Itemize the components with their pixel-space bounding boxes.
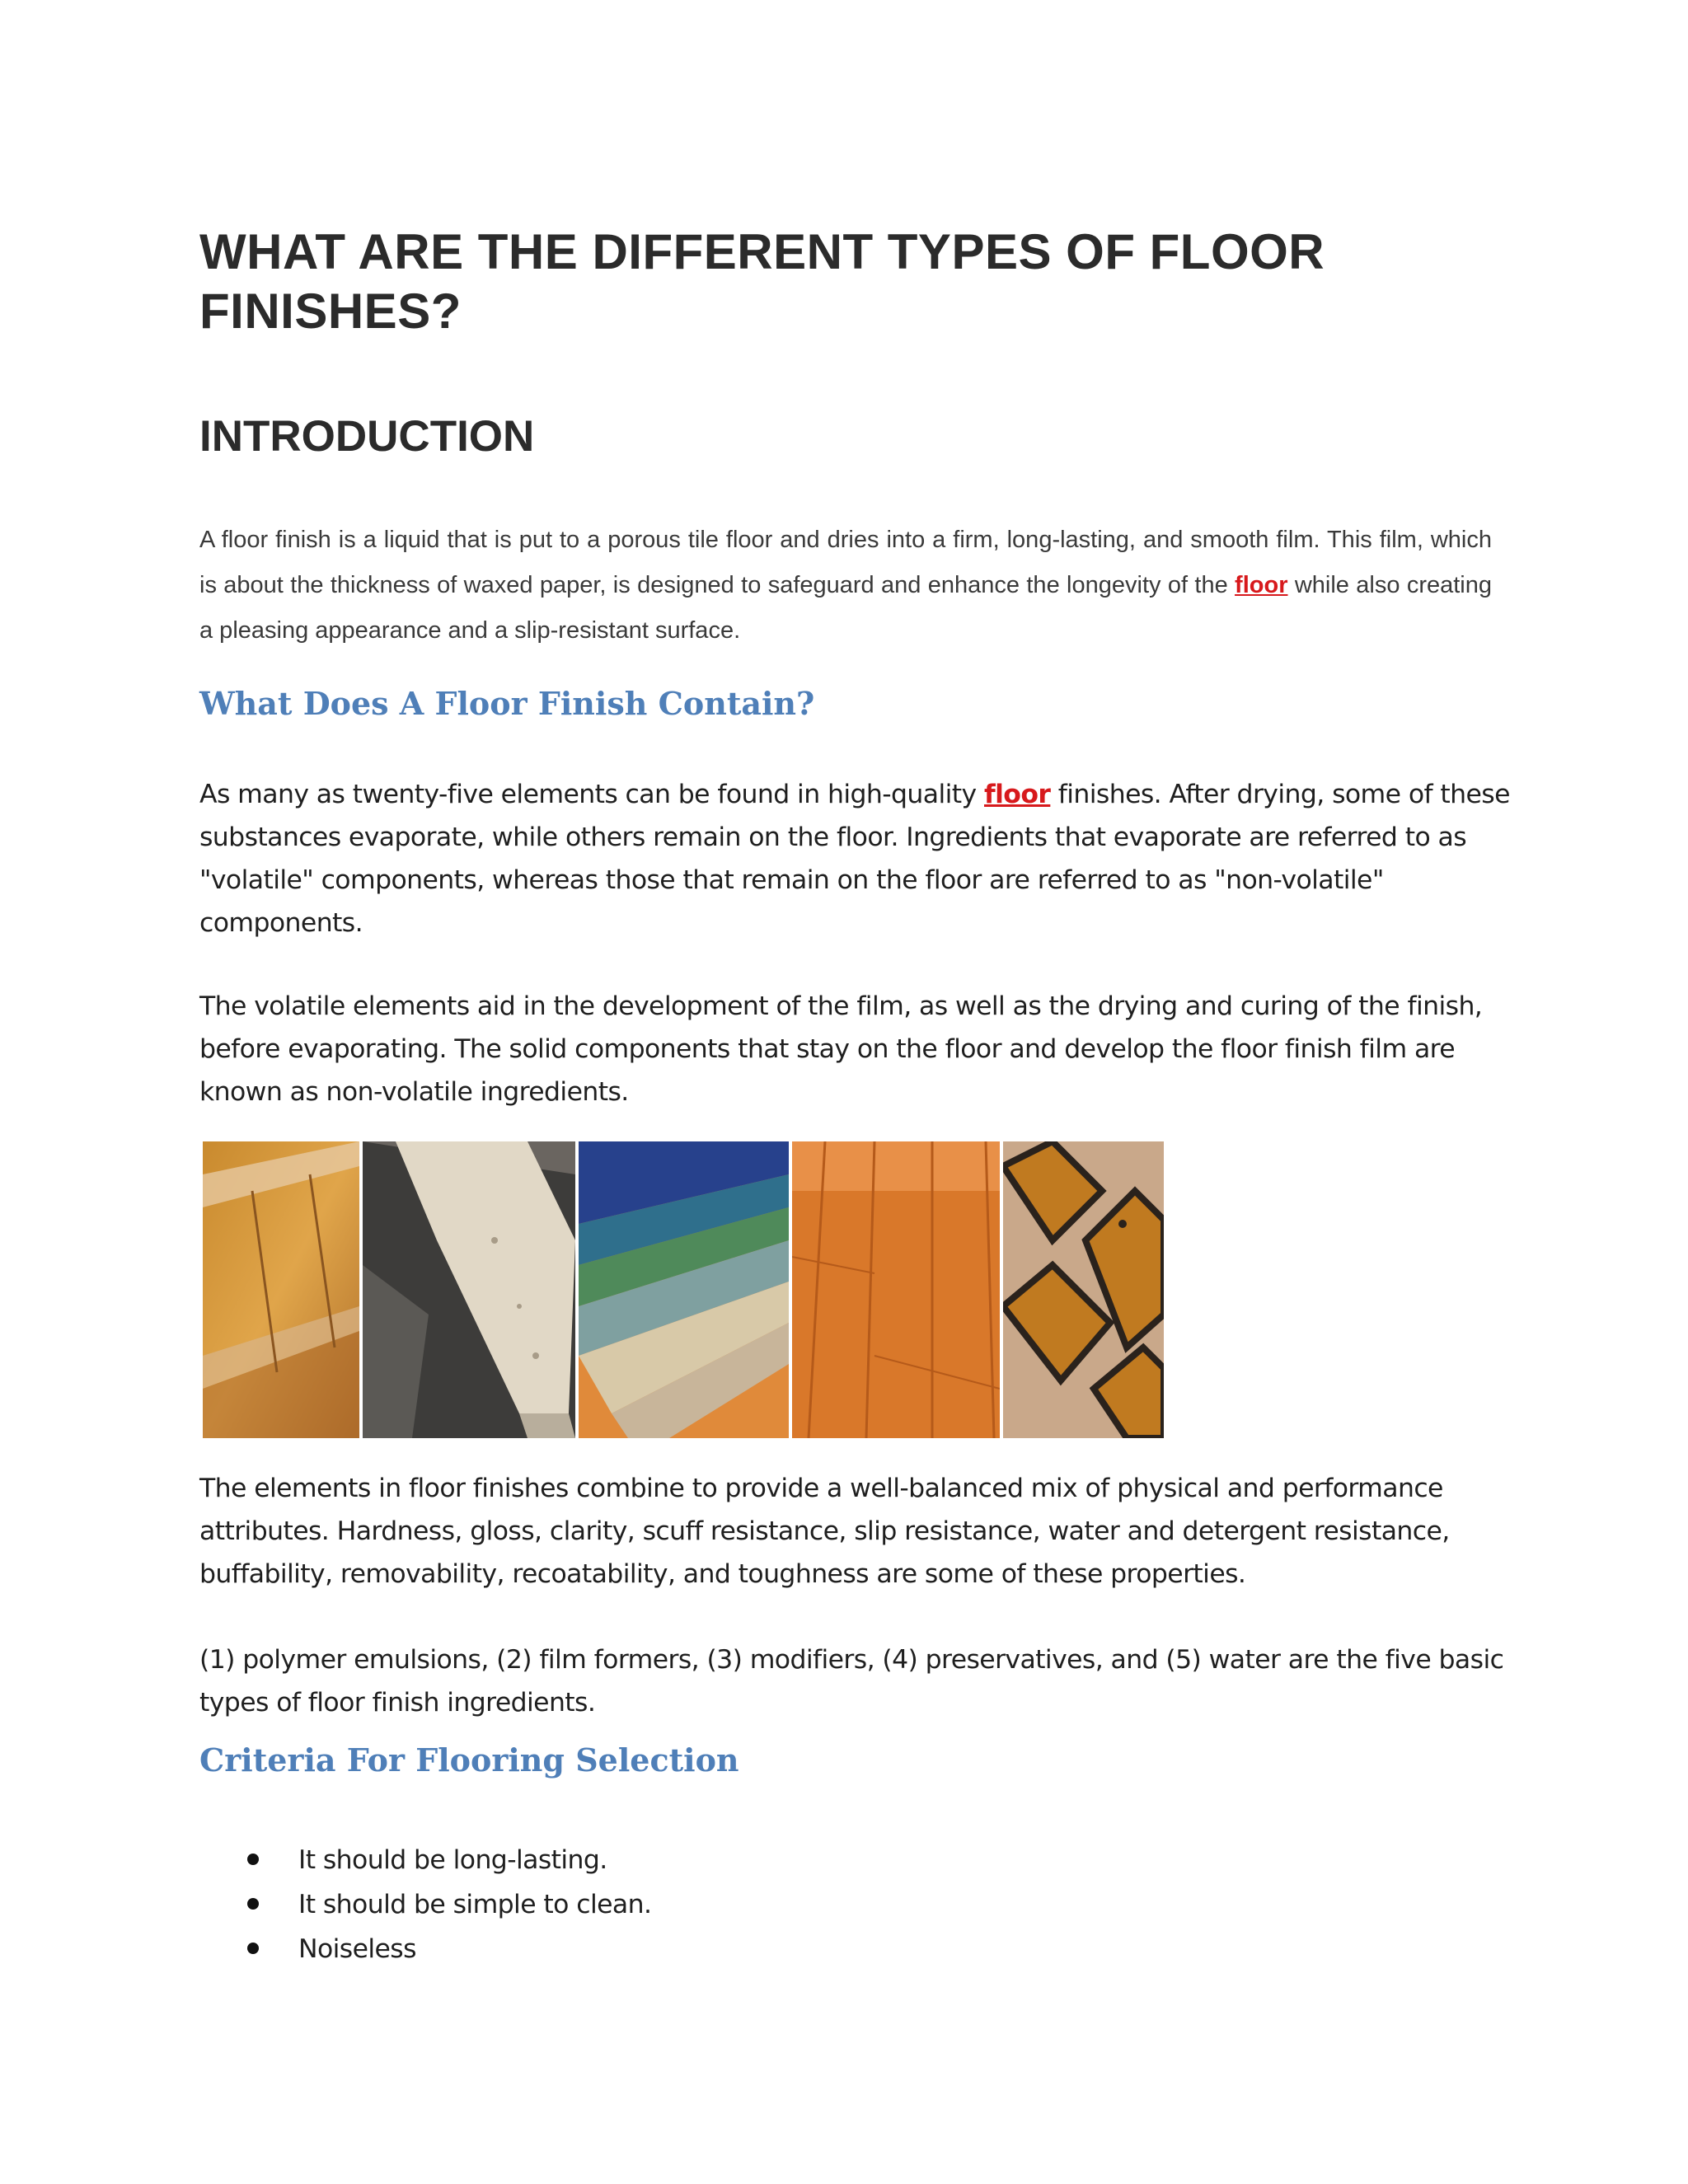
mosaic-tile-image [1003,1141,1164,1438]
carpet-image [579,1141,789,1438]
contain-text-1: As many as twenty-five elements can be found in high-quality [199,780,984,809]
list-item [199,1838,651,1882]
list-item [199,1927,651,1971]
criteria-item-3: Noiseless [298,1934,416,1964]
contain-paragraph-1 [199,773,1518,944]
wood-parquet-image [203,1141,359,1438]
document-page [199,223,1510,1964]
contain-paragraph-2: The volatile elements aid in the development of the film, as well as the drying and curing of the finish, before evaporating. The solid components that stay on the floor and develop the floor finish film are known as non-volatile ingredients. [199,991,1483,1107]
contain-text-2: finishes. After drying, some of these substances evaporate, while others remain on the floor. Ingredients that evaporate are referred to as "volatile" components, whereas those that remain on the floor are referred to as "non-volatile" components. [199,780,1510,938]
bullet-icon [247,1943,259,1954]
stone-tile-image [363,1141,575,1438]
bullet-icon [247,1854,259,1865]
bullet-icon [247,1898,259,1910]
contain-heading: What Does A Floor Finish Contain? [199,685,815,722]
floor-types-image [203,1141,1167,1438]
floor-link-2[interactable]: floor [984,780,1051,809]
criteria-heading: Criteria For Flooring Selection [199,1741,739,1779]
intro-heading: INTRODUCTION [199,412,535,461]
floor-link[interactable]: floor [1235,572,1288,598]
list-item [199,1882,651,1927]
criteria-item-2: It should be simple to clean. [298,1890,652,1919]
intro-paragraph [199,518,1492,654]
criteria-list [199,1838,651,1971]
contain-paragraph-3: The elements in floor finishes combine to provide a well-balanced mix of physical and performance attributes. Hardness, gloss, clarity, scuff resistance, slip resistance, water and detergent resistance, buffability, removability, recoatability, and toughness are some of these properties. [199,1474,1450,1589]
intro-text-2: while also creating a pleasing appearance and a slip-resistant surface. [199,572,1492,644]
intro-text-1: A floor finish is a liquid that is put to a porous tile floor and dries into a firm, long-lasting, and smooth film. This film, which is about the thickness of waxed paper, is designed to safeguard and enhance the longevity of the [199,527,1492,598]
criteria-item-1: It should be long-lasting. [298,1845,607,1875]
hardwood-image [792,1141,1000,1438]
contain-paragraph-4: (1) polymer emulsions, (2) film formers, (3) modifiers, (4) preservatives, and (5) water are the five basic types of floor finish ingredients. [199,1645,1504,1718]
page-title: WHAT ARE THE DIFFERENT TYPES OF FLOOR FINISHES? [199,224,1325,339]
